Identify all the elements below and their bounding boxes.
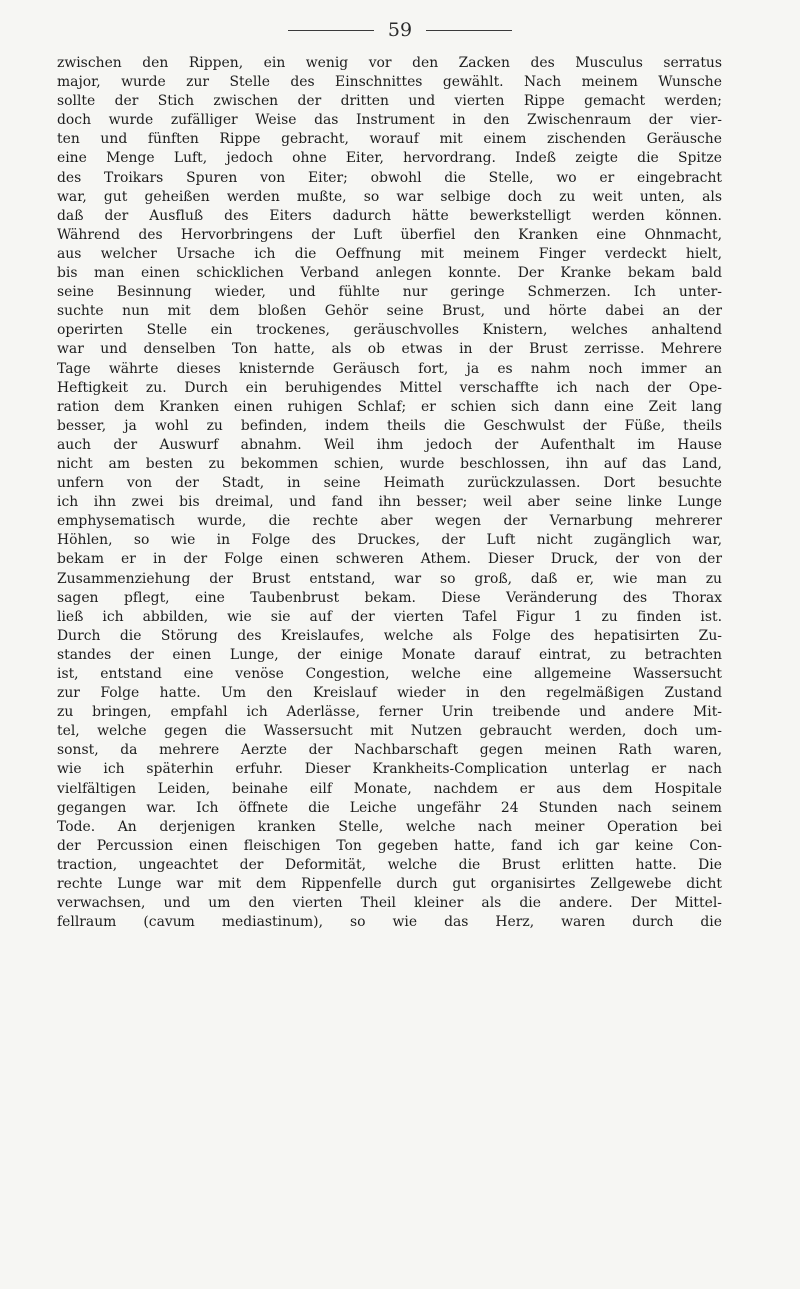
- text-line: wie ich späterhin erfuhr. Dieser Krankheits-Complication unterlag er nach: [57, 761, 722, 778]
- text-line: verwachsen, und um den vierten Theil kleiner als die andere. Der Mittel-: [57, 895, 722, 912]
- text-line: Heftigkeit zu. Durch ein beruhigendes Mittel verschaffte ich nach der Ope-: [57, 379, 722, 396]
- text-line: Zusammenziehung der Brust entstand, war so groß, daß er, wie man zu: [57, 570, 722, 587]
- page-header: [0, 14, 800, 42]
- text-line: zur Folge hatte. Um den Kreislauf wieder in den regelmäßigen Zustand: [57, 685, 722, 702]
- text-line: Höhlen, so wie in Folge des Druckes, der Luft nicht zugänglich war,: [57, 532, 722, 549]
- text-line: eine Menge Luft, jedoch ohne Eiter, hervordrang. Indeß zeigte die Spitze: [57, 150, 722, 167]
- text-line: war und denselben Ton hatte, als ob etwas in der Brust zerrisse. Mehrere: [57, 341, 722, 358]
- text-line: ich ihn zwei bis dreimal, und fand ihn besser; weil aber seine linke Lunge: [57, 494, 722, 511]
- text-line: fellraum (cavum mediastinum), so wie das Herz, waren durch die: [57, 914, 722, 931]
- text-line: besser, ja wohl zu befinden, indem theils die Geschwulst der Füße, theils: [57, 417, 722, 434]
- text-line: aus welcher Ursache ich die Oeffnung mit meinem Finger verdeckt hielt,: [57, 245, 722, 262]
- text-line: vielfältigen Leiden, beinahe eilf Monate, nachdem er aus dem Hospitale: [57, 780, 722, 797]
- text-line: emphysematisch wurde, die rechte aber wegen der Vernarbung mehrerer: [57, 513, 722, 530]
- header-rule-left: [288, 30, 374, 31]
- text-line: sonst, da mehrere Aerzte der Nachbarschaft gegen meinen Rath waren,: [57, 742, 722, 759]
- text-line: seine Besinnung wieder, und fühlte nur geringe Schmerzen. Ich unter-: [57, 284, 722, 301]
- text-line: der Percussion einen fleischigen Ton gegeben hatte, fand ich gar keine Con-: [57, 837, 722, 854]
- text-line: gegangen war. Ich öffnete die Leiche ungefähr 24 Stunden nach seinem: [57, 799, 722, 816]
- text-line: bis man einen schicklichen Verband anlegen konnte. Der Kranke bekam bald: [57, 265, 722, 282]
- text-line: ist, entstand eine venöse Congestion, welche eine allgemeine Wassersucht: [57, 666, 722, 682]
- text-line: unfern von der Stadt, in seine Heimath zurückzulassen. Dort besuchte: [57, 475, 722, 492]
- text-line: Während des Hervorbringens der Luft überfiel den Kranken eine Ohnmacht,: [57, 226, 722, 243]
- text-line: auch der Auswurf abnahm. Weil ihm jedoch der Aufenthalt im Hause: [57, 436, 722, 453]
- text-line: war, gut geheißen werden mußte, so war selbige doch zu weit unten, als: [57, 188, 722, 205]
- text-line: ration dem Kranken einen ruhigen Schlaf; er schien sich dann eine Zeit lang: [57, 398, 722, 415]
- text-line: sagen pflegt, eine Taubenbrust bekam. Diese Veränderung des Thorax: [57, 589, 722, 606]
- body-text: [57, 54, 722, 932]
- text-line: tel, welche gegen die Wassersucht mit Nutzen gebraucht werden, doch um-: [57, 723, 722, 740]
- text-line: doch wurde zufälliger Weise das Instrument in den Zwischenraum der vier-: [57, 112, 722, 129]
- text-line: zu bringen, empfahl ich Aderlässe, ferner Urin treibende und andere Mit-: [57, 704, 722, 721]
- text-line: bekam er in der Folge einen schweren Athem. Dieser Druck, der von der: [57, 551, 722, 568]
- text-line: ließ ich abbilden, wie sie auf der vierten Tafel Figur 1 zu finden ist.: [57, 608, 722, 625]
- text-line: ten und fünften Rippe gebracht, worauf mit einem zischenden Geräusche: [57, 131, 722, 148]
- text-line: operirten Stelle ein trockenes, geräuschvolles Knistern, welches anhaltend: [57, 322, 722, 339]
- text-line: zwischen den Rippen, ein wenig vor den Zacken des Musculus serratus: [57, 55, 722, 71]
- text-line: standes der einen Lunge, der einige Monate darauf eintrat, zu betrachten: [57, 646, 722, 663]
- text-line: nicht am besten zu bekommen schien, wurde beschlossen, ihn auf das Land,: [57, 455, 722, 472]
- text-line: major, wurde zur Stelle des Einschnittes gewählt. Nach meinem Wunsche: [57, 74, 722, 91]
- text-line: sollte der Stich zwischen der dritten und vierten Rippe gemacht werden;: [57, 93, 722, 110]
- text-line: Tage währte dieses knisternde Geräusch fort, ja es nahm noch immer an: [57, 360, 722, 377]
- text-line: Tode. An derjenigen kranken Stelle, welche nach meiner Operation bei: [57, 818, 722, 835]
- page-number: 59: [387, 19, 413, 41]
- text-line: rechte Lunge war mit dem Rippenfelle durch gut organisirtes Zellgewebe dicht: [57, 876, 722, 893]
- text-line: des Troikars Spuren von Eiter; obwohl die Stelle, wo er eingebracht: [57, 169, 722, 186]
- text-line: suchte nun mit dem bloßen Gehör seine Brust, und hörte dabei an der: [57, 303, 722, 320]
- text-line: daß der Ausfluß des Eiters dadurch hätte bewerkstelligt werden können.: [57, 207, 722, 224]
- text-line: Durch die Störung des Kreislaufes, welche als Folge des hepatisirten Zu-: [57, 627, 722, 644]
- text-line: traction, ungeachtet der Deformität, welche die Brust erlitten hatte. Die: [57, 856, 722, 873]
- header-rule-right: [426, 30, 512, 31]
